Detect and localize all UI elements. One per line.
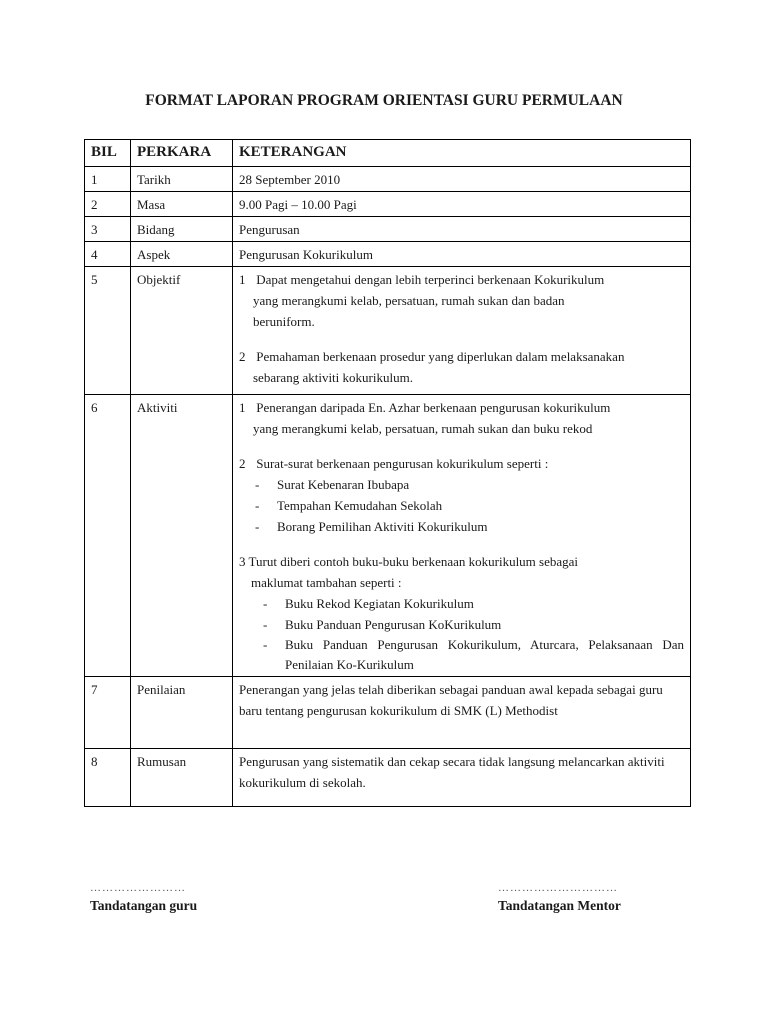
row-bil: 2 (85, 192, 131, 217)
row-keterangan: Pengurusan Kokurikulum (233, 242, 691, 267)
report-table (84, 139, 691, 807)
row-perkara: Masa (131, 192, 233, 217)
aktiviti-item-3-line-2: maklumat tambahan seperti : (251, 575, 402, 590)
row-perkara: Aktiviti (131, 395, 233, 677)
row-keterangan: Pengurusan (233, 217, 691, 242)
table-row (85, 677, 691, 749)
row-bil: 8 (85, 749, 131, 807)
table-row (85, 167, 691, 192)
signature-line: ………………………… (498, 882, 618, 894)
list-item: - Borang Pemilihan Aktiviti Kokurikulum (255, 519, 488, 534)
table-row-objektif (85, 267, 691, 395)
row-keterangan: Penerangan yang jelas telah diberikan sebagai panduan awal kepada sebagai guru baru tentang pengurusan kokurikulum di SMK (L) Methodist (233, 677, 691, 749)
table-row (85, 192, 691, 217)
row-bil: 1 (85, 167, 131, 192)
objektif-item-2-line-2: sebarang aktiviti kokurikulum. (253, 370, 413, 385)
row-perkara: Objektif (131, 267, 233, 395)
objektif-item-2: 2 Pemahaman berkenaan prosedur yang diperlukan dalam melaksanakan (239, 349, 625, 364)
objektif-item-1-line-3: beruniform. (253, 314, 315, 329)
list-item: - Buku Panduan Pengurusan KoKurikulum (263, 617, 502, 632)
row-bil: 3 (85, 217, 131, 242)
objektif-item-1-line-2: yang merangkumi kelab, persatuan, rumah sukan dan badan (253, 293, 565, 308)
row-perkara: Aspek (131, 242, 233, 267)
row-perkara: Bidang (131, 217, 233, 242)
list-item: - Tempahan Kemudahan Sekolah (255, 498, 443, 513)
row-bil: 4 (85, 242, 131, 267)
document-title: FORMAT LAPORAN PROGRAM ORIENTASI GURU PERMULAAN (145, 92, 623, 109)
row-keterangan: 28 September 2010 (233, 167, 691, 192)
row-perkara: Penilaian (131, 677, 233, 749)
row-perkara: Rumusan (131, 749, 233, 807)
header-perkara: PERKARA (131, 140, 233, 167)
aktiviti-item-1-line-2: yang merangkumi kelab, persatuan, rumah sukan dan buku rekod (253, 421, 593, 436)
aktiviti-item-1: 1 Penerangan daripada En. Azhar berkenaan pengurusan kokurikulum (239, 400, 611, 415)
table-row (85, 217, 691, 242)
row-bil: 6 (85, 395, 131, 677)
list-item: - Buku Panduan Pengurusan Kokurikulum, Aturcara, Pelaksanaan Dan Penilaian Ko-Kurikulum (263, 637, 684, 672)
aktiviti-cell (233, 395, 691, 677)
header-keterangan: KETERANGAN (233, 140, 691, 167)
signature-guru-label: Tandatangan guru (90, 898, 198, 913)
table-row-aktiviti (85, 395, 691, 677)
objektif-item-1: 1 Dapat mengetahui dengan lebih terperinci berkenaan Kokurikulum (239, 272, 605, 287)
table-row (85, 749, 691, 807)
table-row (85, 242, 691, 267)
signature-mentor (498, 882, 621, 914)
list-item: - Buku Rekod Kegiatan Kokurikulum (263, 596, 474, 611)
signature-mentor-label: Tandatangan Mentor (498, 898, 621, 913)
row-keterangan: Pengurusan yang sistematik dan cekap secara tidak langsung melancarkan aktiviti kokurikulum di sekolah. (233, 749, 691, 807)
row-keterangan: 9.00 Pagi – 10.00 Pagi (233, 192, 691, 217)
aktiviti-item-3: 3 Turut diberi contoh buku-buku berkenaan kokurikulum sebagai (239, 554, 579, 569)
objektif-cell (233, 267, 691, 395)
row-bil: 7 (85, 677, 131, 749)
signature-guru (90, 882, 197, 914)
row-bil: 5 (85, 267, 131, 395)
signature-line: …………………… (90, 882, 186, 894)
header-bil: BIL (85, 140, 131, 167)
list-item: - Surat Kebenaran Ibubapa (255, 477, 410, 492)
row-perkara: Tarikh (131, 167, 233, 192)
table-header-row (85, 140, 691, 167)
aktiviti-item-2: 2 Surat-surat berkenaan pengurusan kokurikulum seperti : (239, 456, 549, 471)
